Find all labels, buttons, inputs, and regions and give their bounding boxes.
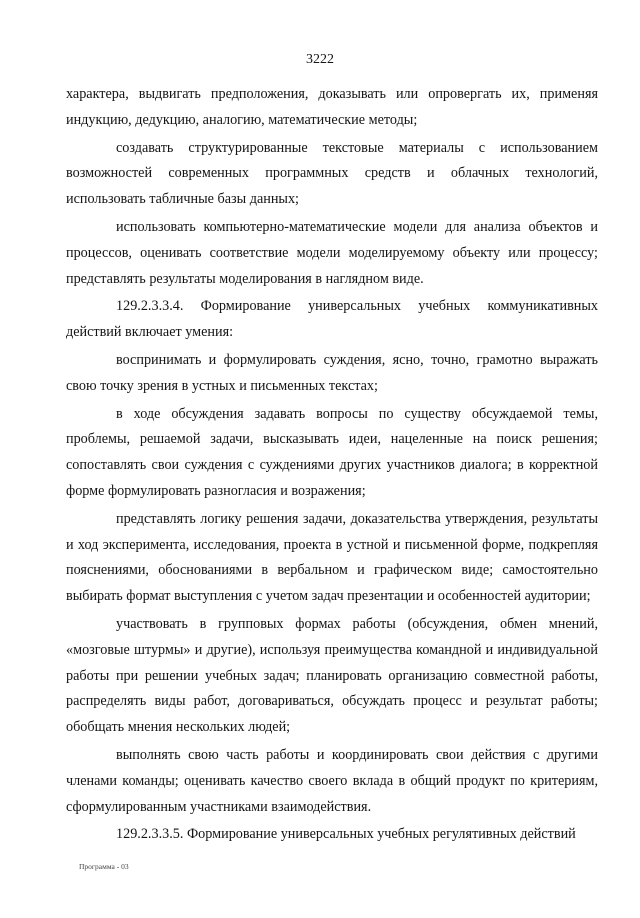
paragraph: выполнять свою часть работы и координировать свои действия с другими членами команды; оценивать качество своего вклада в общий продукт по критериям, сформулированным участниками взаимодействия. bbox=[66, 746, 598, 815]
page-footer: Программа - 03 bbox=[79, 862, 129, 871]
page-number: 3222 bbox=[306, 52, 334, 67]
page-body bbox=[66, 82, 598, 850]
section-heading-paragraph: 129.2.3.3.5. Формирование универсальных учебных регулятивных действий bbox=[116, 826, 576, 843]
paragraph: участвовать в групповых формах работы (обсуждения, обмен мнений, «мозговые штурмы» и другие), используя преимущества командной и индивидуальной работы при решении учебных задач; планировать организацию совместной работы, распределять виды работ, договариваться, обсуждать процесс и результат работы; обобщать мнения нескольких людей; bbox=[66, 615, 598, 736]
paragraph: воспринимать и формулировать суждения, ясно, точно, грамотно выражать свою точку зрения в устных и письменных текстах; bbox=[66, 351, 598, 394]
paragraph: представлять логику решения задачи, доказательства утверждения, результаты и ход эксперимента, исследования, проекта в устной и письменной форме, подкрепляя пояснениями, обоснованиями в вербальном и графическом виде; самостоятельно выбирать формат выступления с учетом задач презентации и особенностей аудитории; bbox=[66, 510, 598, 605]
paragraph: использовать компьютерно-математические модели для анализа объектов и процессов, оценивать соответствие модели моделируемому объекту или процессу; представлять результаты моделирования в наглядном виде. bbox=[66, 218, 598, 287]
paragraph: создавать структурированные текстовые материалы с использованием возможностей современных программных средств и облачных технологий, использовать табличные базы данных; bbox=[66, 139, 598, 208]
paragraph: характера, выдвигать предположения, доказывать или опровергать их, применяя индукцию, дедукцию, аналогию, математические методы; bbox=[66, 86, 598, 128]
section-heading-paragraph: 129.2.3.3.4. Формирование универсальных учебных коммуникативных действий включает умения: bbox=[66, 298, 598, 341]
paragraph: в ходе обсуждения задавать вопросы по существу обсуждаемой темы, проблемы, решаемой задачи, высказывать идеи, нацеленные на поиск решения; сопоставлять свои суждения с суждениями других участников диалога; в корректной форме формулировать разногласия и возражения; bbox=[66, 405, 598, 499]
